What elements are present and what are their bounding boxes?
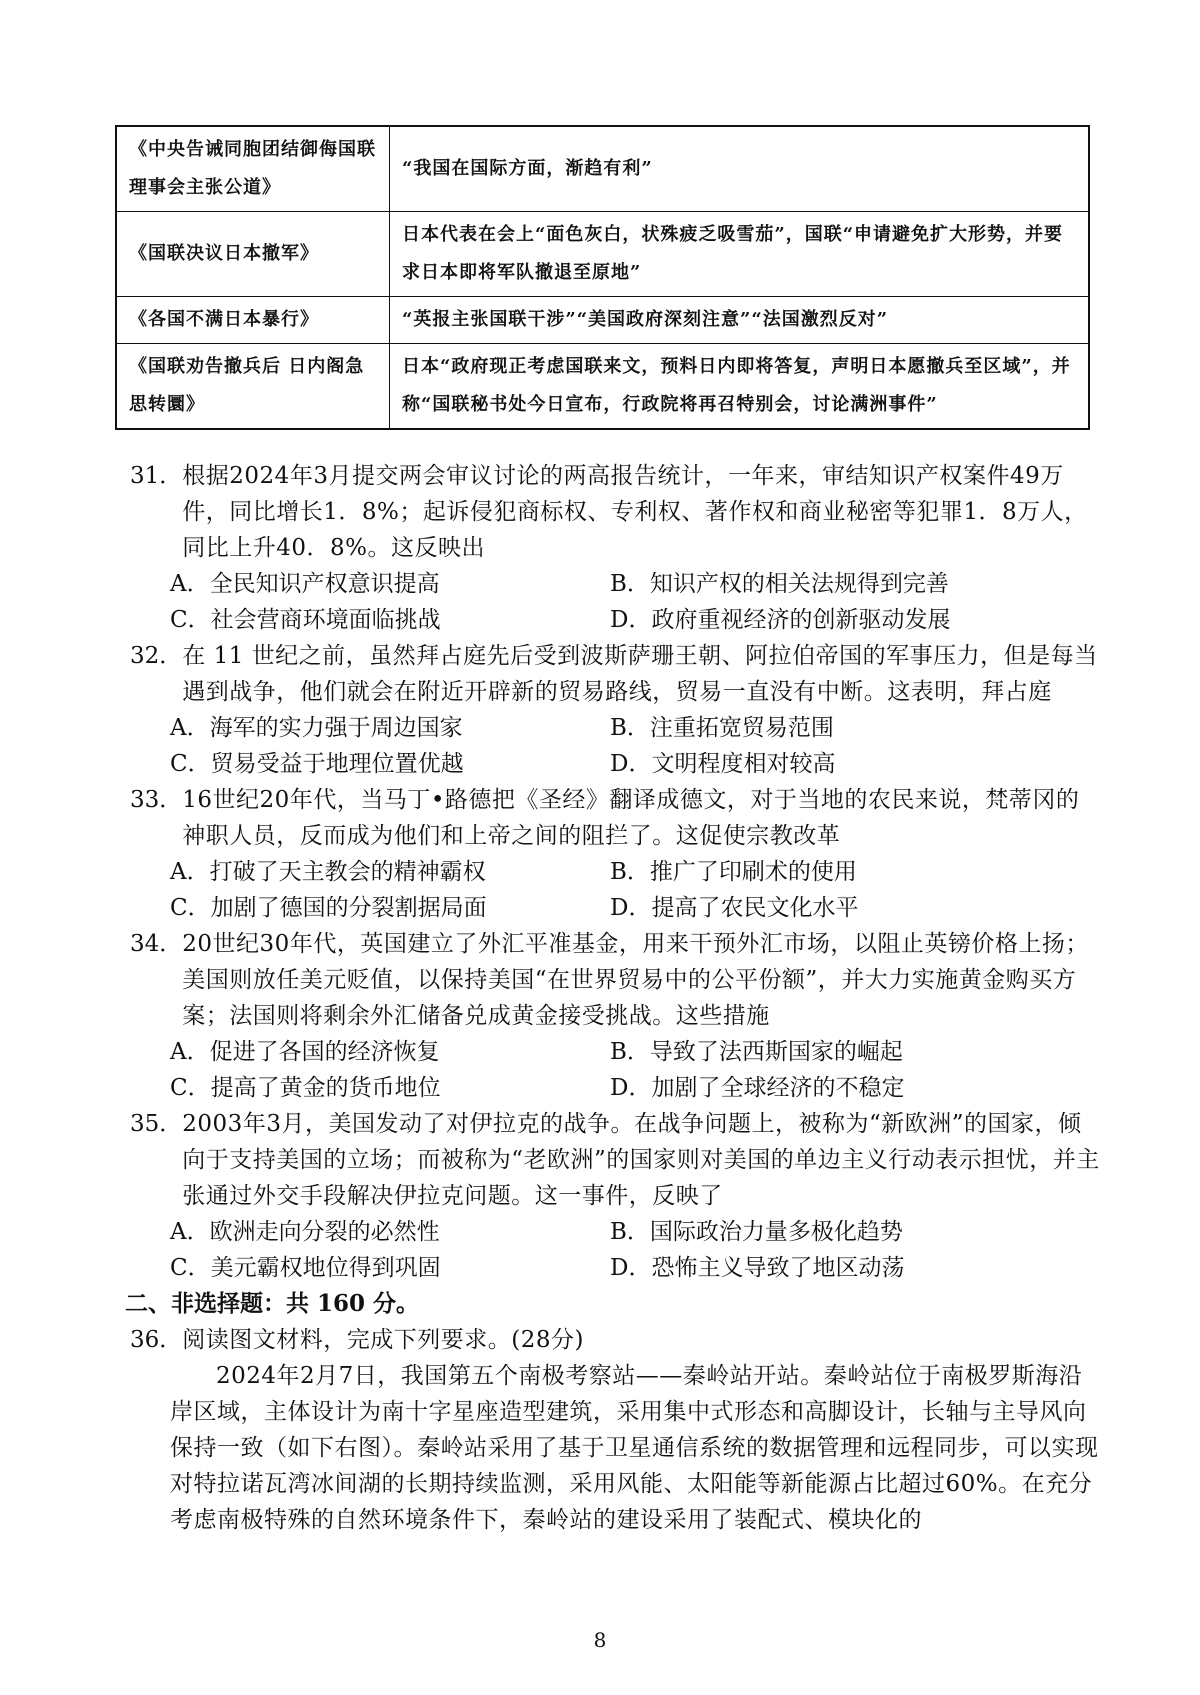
option-d: D．文明程度相对较高 [610,751,836,777]
table-row [116,297,1089,344]
option-c: C．加剧了德国的分裂割据局面 [170,895,487,921]
question-stem: 2003年3月，美国发动了对伊拉克的战争。在战争问题上，被称为“新欧洲”的国家，倾向于支持美国的立场；而被称为“老欧洲”的国家则对美国的单边主义行动表示担忧，并主张通过外交手段解决伊拉克问题。这一事件，反映了 [182,1111,1100,1209]
table-cell-content: 日本代表在会上“面色灰白，状殊疲乏吸雪茄”，国联“申请避免扩大形势，并要求日本即将军队撤退至原地” [390,212,1090,297]
table-cell-title: 《中央告诫同胞团结御侮国联理事会主张公道》 [116,126,390,212]
page-number: 8 [593,1628,607,1652]
news-table-container [115,125,1090,430]
option-c: C．贸易受益于地理位置优越 [170,751,464,777]
table-cell-content: 日本“政府现正考虑国联来文，预料日内即将答复，声明日本愿撤兵至区域”，并称“国联秘书处今日宣布，行政院将再召特别会，讨论满洲事件” [390,344,1090,430]
question-31 [130,458,1100,638]
questions-area [125,458,1100,1538]
table-row [116,344,1089,430]
question-32 [130,638,1100,782]
question-stem: 在 11 世纪之前，虽然拜占庭先后受到波斯萨珊王朝、阿拉伯帝国的军事压力，但是每当遇到战争，他们就会在附近开辟新的贸易路线，贸易一直没有中断。这表明，拜占庭 [182,643,1098,705]
question-number: 36． [130,1327,183,1353]
option-c: C．美元霸权地位得到巩固 [170,1255,441,1281]
question-stem: 根据2024年3月提交两会审议讨论的两高报告统计，一年来，审结知识产权案件49万件，同比增长1．8%；起诉侵犯商标权、专利权、著作权和商业秘密等犯罪1．8万人，同比上升40．8%。这反映出 [182,463,1088,561]
option-a: A．欧洲走向分裂的必然性 [170,1219,440,1245]
option-d: D．恐怖主义导致了地区动荡 [610,1255,905,1281]
option-a: A．打破了天主教会的精神霸权 [170,859,486,885]
option-d: D．加剧了全球经济的不稳定 [610,1075,905,1101]
option-c: C．社会营商环境面临挑战 [170,607,441,633]
question-number: 31． [130,463,183,489]
question-34 [130,926,1100,1106]
question-stem: 16世纪20年代，当马丁•路德把《圣经》翻译成德文，对于当地的农民来说，梵蒂冈的神职人员，反而成为他们和上帝之间的阻拦了。这促使宗教改革 [182,787,1080,849]
option-b: B．导致了法西斯国家的崛起 [610,1039,903,1065]
question-stem: 阅读图文材料，完成下列要求。(28分) [182,1327,584,1353]
table-row [116,126,1089,212]
option-d: D．政府重视经济的创新驱动发展 [610,607,951,633]
option-b: B．推广了印刷术的使用 [610,859,857,885]
option-b: B．注重拓宽贸易范围 [610,715,834,741]
news-table [115,125,1090,430]
option-b: B．国际政治力量多极化趋势 [610,1219,903,1245]
question-33 [130,782,1100,926]
table-cell-content: “我国在国际方面，渐趋有利” [390,126,1090,212]
option-a: A．全民知识产权意识提高 [170,571,440,597]
question-number: 33． [130,787,183,813]
question-number: 35． [130,1111,183,1137]
option-a: A．促进了各国的经济恢复 [170,1039,440,1065]
option-c: C．提高了黄金的货币地位 [170,1075,441,1101]
question-stem: 20世纪30年代，英国建立了外汇平准基金，用来干预外汇市场，以阻止英镑价格上扬；美国则放任美元贬值，以保持美国“在世界贸易中的公平份额”，并大力实施黄金购买方案；法国则将剩余外汇储备兑成黄金接受挑战。这些措施 [182,931,1089,1029]
section-title: 二、非选择题：共 160 分。 [125,1290,420,1317]
question-number: 32． [130,643,183,669]
table-cell-content: “英报主张国联干涉”“美国政府深刻注意”“法国激烈反对” [390,297,1090,344]
option-d: D．提高了农民文化水平 [610,895,859,921]
question-36 [130,1322,1100,1538]
table-cell-title: 《各国不满日本暴行》 [116,297,390,344]
question-35 [130,1106,1100,1286]
option-b: B．知识产权的相关法规得到完善 [610,571,949,597]
option-a: A．海军的实力强于周边国家 [170,715,463,741]
table-row [116,212,1089,297]
question-number: 34． [130,931,183,957]
table-cell-title: 《国联决议日本撤军》 [116,212,390,297]
table-cell-title: 《国联劝告撤兵后 日内阁急思转圜》 [116,344,390,430]
material-paragraph: 2024年2月7日，我国第五个南极考察站——秦岭站开站。秦岭站位于南极罗斯海沿岸区域，主体设计为南十字星座造型建筑，采用集中式形态和高脚设计，长轴与主导风向保持一致（如下右图）。秦岭站采用了基于卫星通信系统的数据管理和远程同步，可以实现对特拉诺瓦湾冰间湖的长期持续监测，采用风能、太阳能等新能源占比超过60%。在充分考虑南极特殊的自然环境条件下，秦岭站的建设采用了装配式、模块化的 [170,1363,1099,1533]
